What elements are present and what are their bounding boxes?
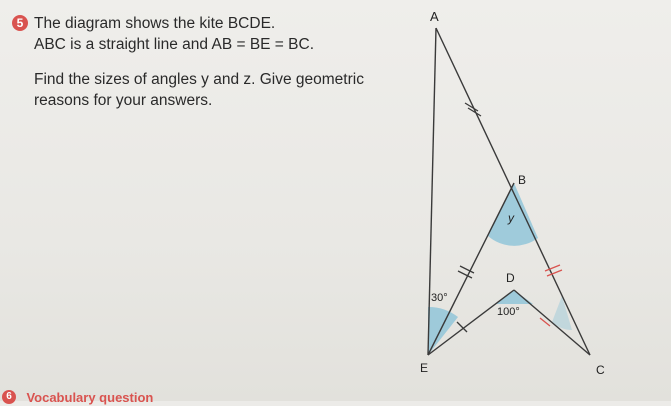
next-question-badge: 6 [2,390,16,404]
angle-e-sector [428,307,458,355]
angle-label-e: 30° [431,292,448,304]
label-d: D [506,271,515,285]
line-dc [514,290,590,355]
label-c: C [596,363,605,377]
angle-label-d: 100° [497,306,520,318]
next-question-title: Vocabulary question [26,390,154,405]
angle-label-b: y [508,211,514,225]
equal-length-ticks-bc [545,265,562,276]
question-line-2: ABC is a straight line and AB = BE = BC. [34,36,315,53]
label-b: B [518,173,527,187]
next-question-header [2,390,153,406]
line-ae [428,28,436,355]
question-line-3: Find the sizes of angles y and z. Give geometric [34,71,364,88]
line-eb [428,183,514,355]
question-number-badge: 5 [12,15,28,31]
label-e: E [420,361,429,375]
label-a: A [430,9,439,24]
question-line-4: reasons for your answers. [34,92,213,109]
question-line-1: The diagram shows the kite BCDE. [34,15,276,32]
